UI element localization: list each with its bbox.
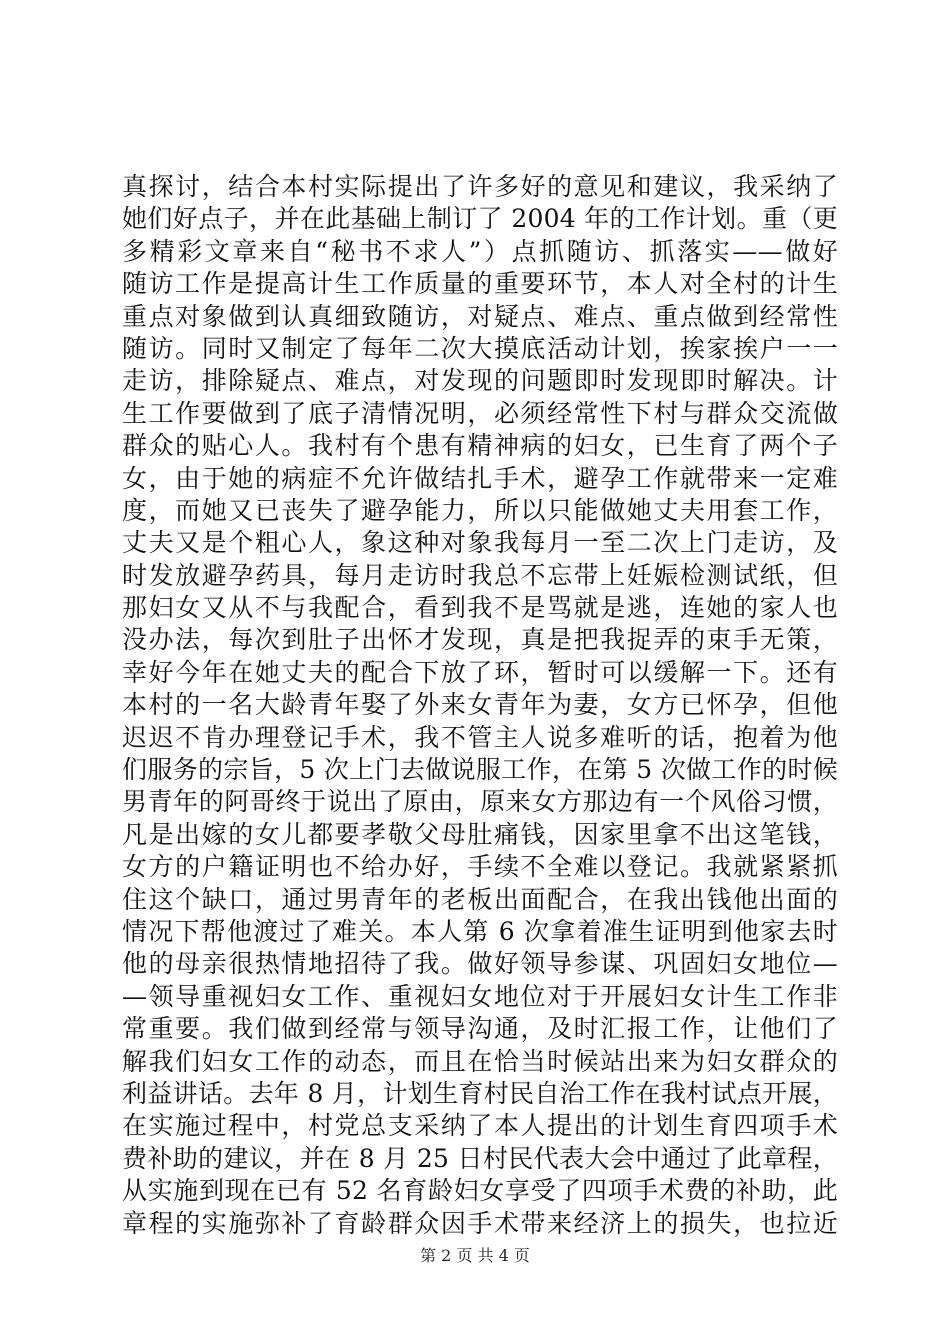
text-line: 女方的户籍证明也不给办好，手续不全难以登记。我就紧紧抓 [122,852,838,882]
text-line: 度，而她又已丧失了避孕能力，所以只能做她丈夫用套工作， [122,495,838,525]
text-line: 重点对象做到认真细致随访，对疑点、难点、重点做到经常性 [122,301,838,331]
text-line: 凡是出嫁的女儿都要孝敬父母肚痛钱，因家里拿不出这笔钱， [122,819,838,849]
text-line: 真探讨，结合本村实际提出了许多好的意见和建议，我采纳了 [122,172,838,201]
text-line: 费补助的建议，并在 8 月 25 日村民代表大会中通过了此章程， [122,1143,838,1173]
text-line: 他的母亲很热情地招待了我。做好领导参谋、巩固妇女地位— [122,949,838,979]
text-line: 生工作要做到了底子清情况明，必须经常性下村与群众交流做 [122,398,838,428]
text-line: 解我们妇女工作的动态，而且在恰当时候站出来为妇女群众的 [122,1046,838,1076]
page-footer: 第 2 页 共 4 页 [420,1246,530,1265]
text-line: 幸好今年在她丈夫的配合下放了环，暂时可以缓解一下。还有 [122,657,838,687]
text-line: 随访工作是提高计生工作质量的重要环节，本人对全村的计生 [122,269,838,299]
text-line: 群众的贴心人。我村有个患有精神病的妇女，已生育了两个子 [122,431,838,461]
text-line: 走访，排除疑点、难点，对发现的问题即时发现即时解决。计 [122,366,838,396]
text-line: 住这个缺口，通过男青年的老板出面配合，在我出钱他出面的 [122,884,838,914]
text-line: 章程的实施弥补了育龄群众因手术带来经济上的损失，也拉近 [122,1208,838,1238]
text-line: 从实施到现在已有 52 名育龄妇女享受了四项手术费的补助，此 [122,1176,838,1206]
text-line: 那妇女又从不与我配合，看到我不是骂就是逃，连她的家人也 [122,593,838,623]
text-line: 男青年的阿哥终于说出了原由，原来女方那边有一个风俗习惯， [122,787,838,817]
text-line: 在实施过程中，村党总支采纳了本人提出的计划生育四项手术 [122,1111,838,1141]
text-line: 本村的一名大龄青年娶了外来女青年为妻，女方已怀孕，但他 [122,690,838,720]
text-line: 丈夫又是个粗心人，象这种对象我每月一至二次上门走访，及 [122,528,838,558]
text-line: 们服务的宗旨，5 次上门去做说服工作，在第 5 次做工作的时候 [122,755,838,785]
text-line: 情况下帮他渡过了难关。本人第 6 次拿着准生证明到他家去时 [122,916,838,946]
text-line: 迟迟不肯办理登记手术，我不管主人说多难听的话，抱着为他 [122,722,838,752]
text-line: 常重要。我们做到经常与领导沟通，及时汇报工作，让他们了 [122,1014,838,1044]
text-line: 时发放避孕药具，每月走访时我总不忘带上妊娠检测试纸，但 [122,560,838,590]
text-line: 随访。同时又制定了每年二次大摸底活动计划，挨家挨户一一 [122,333,838,363]
text-line: —领导重视妇女工作、重视妇女地位对于开展妇女计生工作非 [122,981,838,1011]
text-line: 利益讲话。去年 8 月，计划生育村民自治工作在我村试点开展， [122,1078,838,1108]
text-line: 女，由于她的病症不允许做结扎手术，避孕工作就带来一定难 [122,463,838,493]
document-body [122,171,838,1240]
text-line: 她们好点子，并在此基础上制订了 2004 年的工作计划。重（更 [122,204,838,234]
text-line: 多精彩文章来自“秘书不求人”）点抓随访、抓落实——做好 [122,236,838,266]
text-line: 没办法，每次到肚子出怀才发现，真是把我捉弄的束手无策， [122,625,838,655]
